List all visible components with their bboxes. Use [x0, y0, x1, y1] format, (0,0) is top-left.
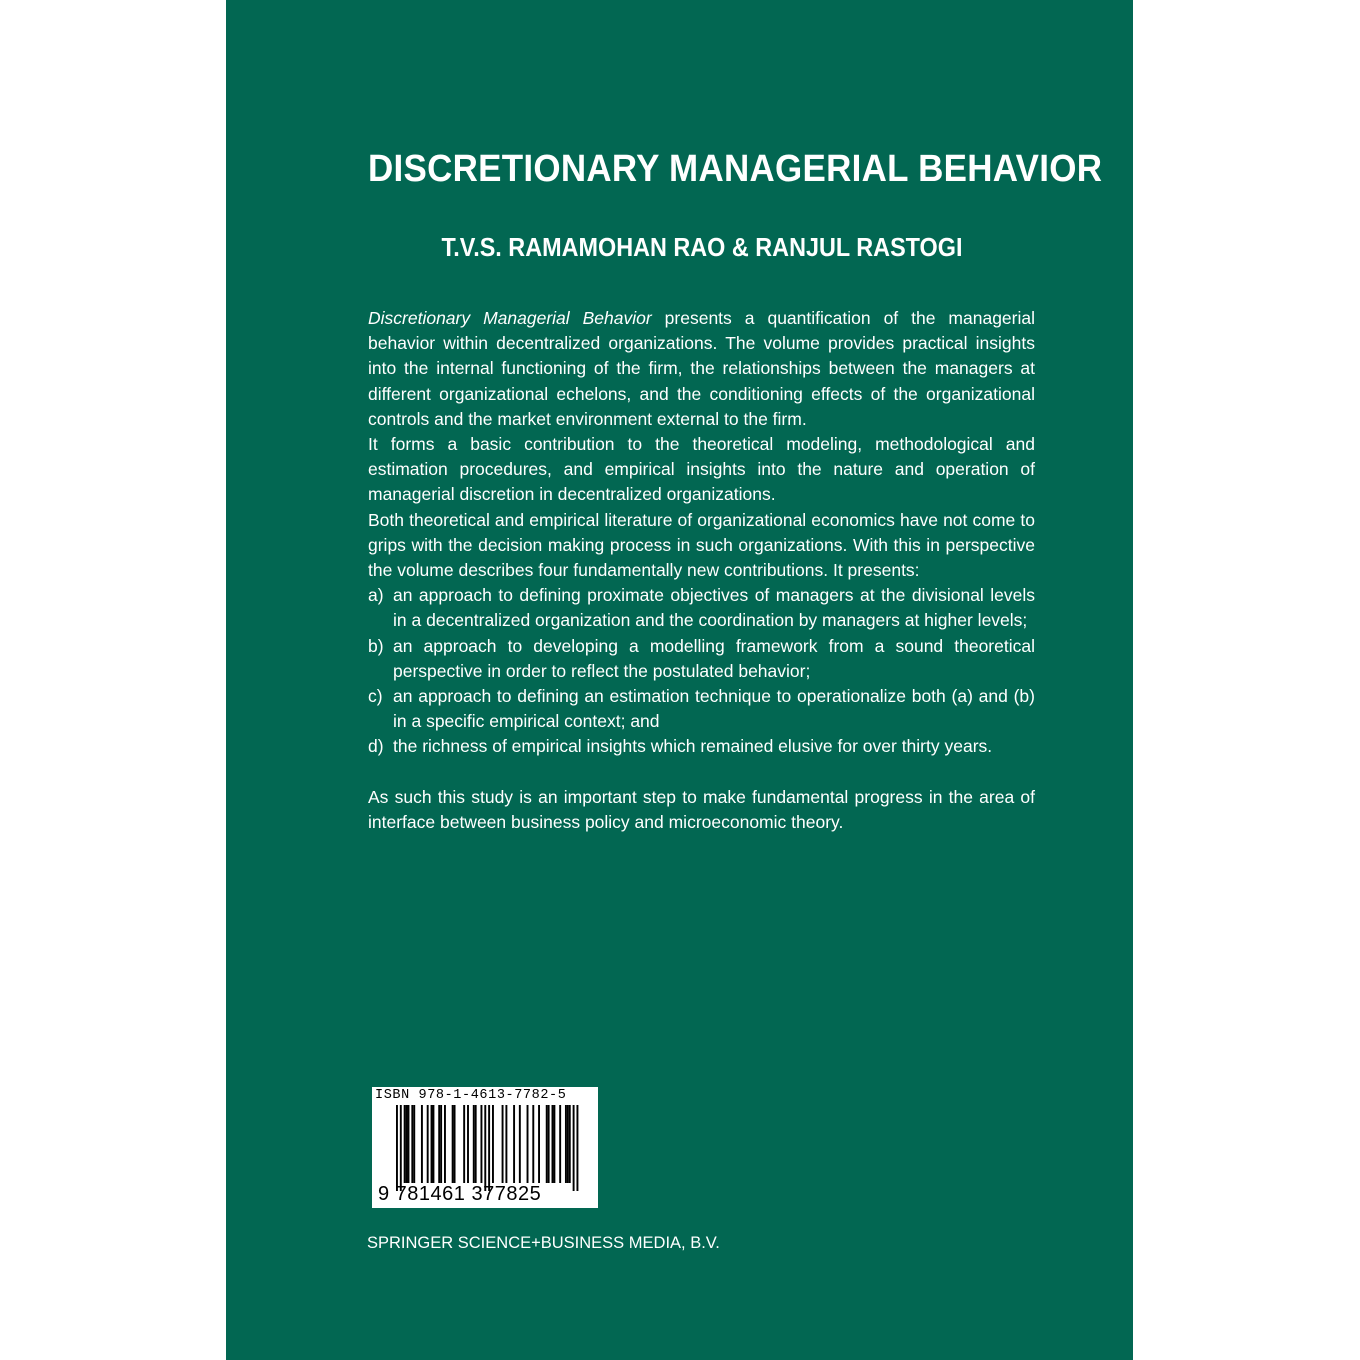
list-item-marker: d): [368, 736, 384, 757]
contributions-list: [368, 583, 1035, 759]
barcode-bar: [440, 1105, 442, 1183]
list-item-marker: c): [368, 686, 383, 707]
description-paragraph-1-text: presents a quantification of the managerial behavior within decentralized organizations. The volume provides practical insights into the internal functioning of the firm, the relationships between the managers at different organizational echelons, and the conditioning effects of the organizational controls and the market environment external to the firm.: [368, 308, 1036, 429]
barcode-bar: [413, 1105, 415, 1183]
barcode-bar: [519, 1105, 521, 1183]
barcode-bar: [431, 1105, 433, 1183]
barcode-bar: [452, 1105, 454, 1183]
description-title-italic: Discretionary Managerial Behavior: [368, 308, 652, 328]
list-item-text: an approach to developing a modelling framework from a sound theoretical perspective in order to reflect the postulated behavior;: [393, 635, 1035, 681]
barcode-bar: [480, 1105, 482, 1183]
barcode-bar: [532, 1105, 534, 1183]
book-description: [368, 306, 1035, 835]
list-item: [368, 684, 1035, 734]
barcode-bar: [427, 1105, 429, 1183]
publisher-name: SPRINGER SCIENCE+BUSINESS MEDIA, B.V.: [367, 1234, 720, 1252]
barcode-bar: [475, 1105, 477, 1183]
barcode-bar: [576, 1105, 578, 1191]
list-item: [368, 634, 1035, 684]
list-item-marker: a): [368, 585, 384, 606]
barcode-bar: [538, 1105, 540, 1183]
list-item: [368, 734, 1035, 759]
barcode-digits: 9 781461 377825: [378, 1183, 542, 1205]
barcode-bar: [527, 1105, 529, 1183]
barcode-bar: [463, 1105, 465, 1183]
barcode-bar: [502, 1105, 504, 1183]
barcode-bar: [484, 1105, 486, 1191]
barcode-bar: [573, 1105, 575, 1191]
barcode-bar: [553, 1105, 555, 1183]
barcode-bar: [505, 1105, 507, 1183]
barcode-bar: [421, 1105, 423, 1183]
barcode-bar: [513, 1105, 515, 1183]
barcode-bar: [432, 1105, 434, 1183]
isbn-label: ISBN 978-1-4613-7782-5: [375, 1088, 567, 1103]
barcode-bar: [492, 1105, 494, 1183]
barcode-bar: [569, 1105, 571, 1183]
barcode-bar: [438, 1105, 440, 1183]
barcode-bar: [411, 1105, 413, 1183]
barcode-bar: [454, 1105, 456, 1183]
barcode-bar: [546, 1105, 548, 1183]
barcode-bar: [559, 1105, 561, 1183]
barcode-bar: [567, 1105, 569, 1183]
isbn-barcode-box: [372, 1087, 598, 1208]
description-paragraph-4: As such this study is an important step to make fundamental progress in the area of interface between business policy and microeconomic theory.: [368, 786, 1035, 832]
barcode-bar: [396, 1105, 398, 1191]
barcode-bar: [552, 1105, 554, 1183]
barcode-bar: [408, 1105, 410, 1183]
barcode-bar: [473, 1105, 475, 1183]
barcode-bar: [565, 1105, 567, 1183]
barcode-bar: [444, 1105, 446, 1183]
description-paragraph-3: Both theoretical and empirical literature of organizational economics have not come to grips with the decision making process in such organizations. With this in perspective the volume describes four fundamentally new contributions. It presents:: [368, 509, 1035, 581]
list-item-text: an approach to defining proximate objectives of managers at the divisional levels in a decentralized organization and the coordination by managers at higher levels;: [393, 585, 1035, 631]
barcode-bar: [467, 1105, 469, 1183]
barcode-bar: [488, 1105, 490, 1191]
description-paragraph-2: It forms a basic contribution to the theoretical modeling, methodological and estimation procedures, and empirical insights into the nature and operation of managerial discretion in decentralized organizations.: [368, 434, 1035, 505]
barcode-bar: [406, 1105, 408, 1183]
barcode-bar: [404, 1105, 406, 1183]
list-item-text: an approach to defining an estimation technique to operationalize both (a) and (b) in a specific empirical context; and: [393, 686, 1035, 732]
book-authors: T.V.S. RAMAMOHAN RAO & RANJUL RASTOGI: [441, 232, 963, 262]
description-paragraph-1: [368, 306, 1035, 432]
list-item-text: the richness of empirical insights which remained elusive for over thirty years.: [393, 736, 993, 757]
book-title: DISCRETIONARY MANAGERIAL BEHAVIOR: [368, 148, 1103, 190]
barcode-bar: [548, 1105, 550, 1183]
barcode-bar: [400, 1105, 402, 1191]
list-item: [368, 583, 1035, 633]
list-item-marker: b): [368, 635, 384, 656]
